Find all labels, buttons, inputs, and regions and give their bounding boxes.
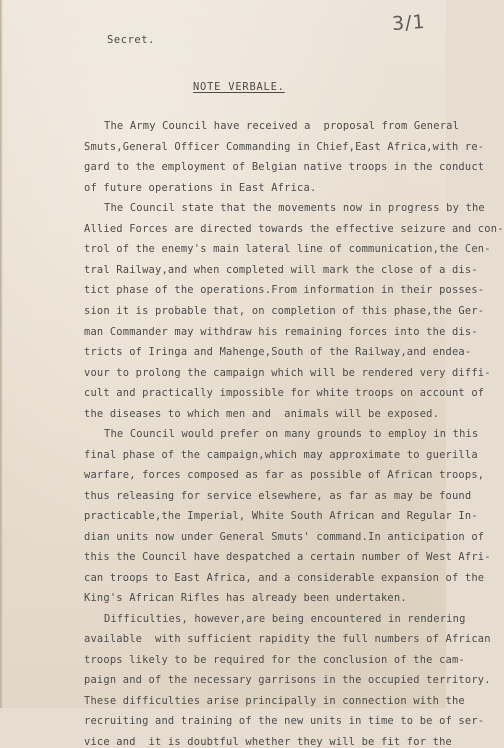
body-line: gard to the employment of Belgian native troops in the conduct (84, 161, 485, 173)
document-title: NOTE VERBALE. (193, 81, 285, 93)
body-line: Smuts,General Officer Commanding in Chief,East Africa,with re- (84, 141, 485, 153)
body-line: cult and practically impossible for white troops on account of (84, 387, 485, 399)
body-line: The Council would prefer on many grounds to employ in this (104, 428, 479, 440)
body-line: Difficulties, however,are being encountered in rendering (104, 613, 466, 625)
body-line: sion it is probable that, on completion of this phase,the Ger- (84, 305, 485, 317)
body-line: trol of the enemy's main lateral line of communication,the Cen- (84, 243, 491, 255)
folio-number: 3/1 (391, 10, 427, 36)
body-line: tral Railway,and when completed will mark the close of a dis- (84, 264, 478, 276)
body-line: paign and of the necessary garrisons in the occupied territory. (84, 674, 491, 686)
body-line: the diseases to which men and animals will be exposed. (84, 408, 440, 420)
body-line: troops likely to be required for the conclusion of the cam- (84, 654, 465, 666)
body-line: final phase of the campaign,which may approximate to guerilla (84, 449, 478, 461)
body-line: practicable,the Imperial, White South African and Regular In- (84, 510, 478, 522)
body-line: this the Council have despatched a certain number of West Afri- (84, 551, 491, 563)
body-line: vour to prolong the campaign which will be rendered very diffi- (84, 367, 491, 379)
body-line: thus releasing for service elsewhere, as far as may be found (84, 490, 472, 502)
body-line: These difficulties arise principally in connection with the (84, 695, 465, 707)
body-line: The Council state that the movements now in progress by the (104, 202, 485, 214)
body-line: of future operations in East Africa. (84, 182, 317, 194)
body-line: available with sufficient rapidity the full numbers of African (84, 633, 491, 645)
body-line: King's African Rifles has already been undertaken. (84, 592, 407, 604)
body-line: Allied Forces are directed towards the effective seizure and con- (84, 223, 504, 235)
body-line: can troops to East Africa, and a considerable expansion of the (84, 572, 485, 584)
body-line: tict phase of the operations.From information in their posses- (84, 284, 485, 296)
classification-label: Secret. (107, 34, 155, 46)
body-line: man Commander may withdraw his remaining forces into the dis- (84, 326, 478, 338)
body-line: recruiting and training of the new units in time to be of ser- (84, 715, 485, 727)
body-line: tricts of Iringa and Mahenge,South of the Railway,and endea- (84, 346, 472, 358)
body-line: warfare, forces composed as far as possible of African troops, (84, 469, 485, 481)
page-edge-shadow (0, 0, 3, 708)
body-line: vice and it is doubtful whether they will be fit for the (84, 736, 452, 748)
body-line: The Army Council have received a proposal from General (104, 120, 460, 132)
body-line: dian units now under General Smuts' command.In anticipation of (84, 531, 485, 543)
